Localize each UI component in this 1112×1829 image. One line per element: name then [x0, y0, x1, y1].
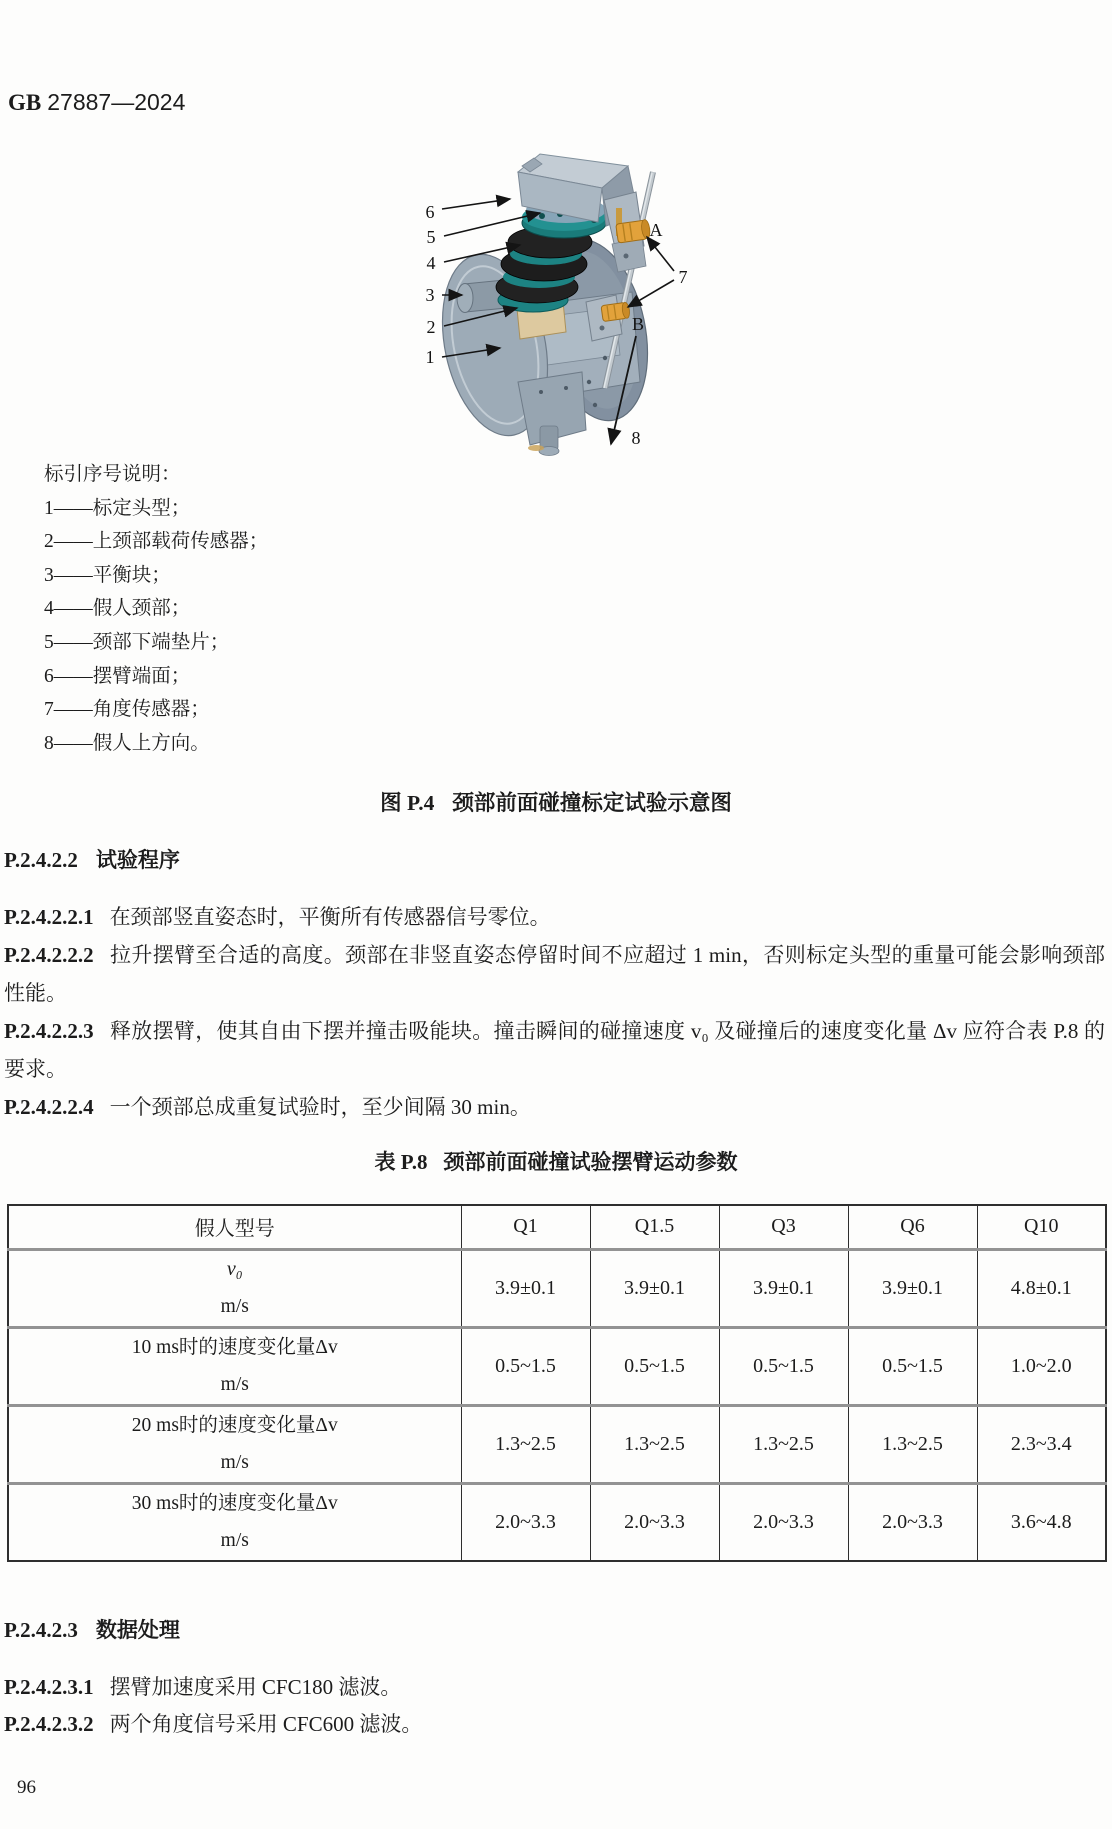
table-cell: 2.0~3.3: [461, 1483, 590, 1561]
section-number: P.2.4.2.2: [4, 848, 78, 872]
table-row: [8, 1405, 1106, 1483]
row-label: 20 ms时的速度变化量Δv: [131, 1415, 338, 1436]
row-unit: m/s: [220, 1296, 249, 1317]
diagram-label-1: 1: [425, 347, 435, 367]
standard-code-prefix: GB: [8, 90, 42, 115]
table-cell: 1.3~2.5: [719, 1405, 848, 1483]
table-header-row: [8, 1205, 1106, 1249]
section-number: P.2.4.2.3: [4, 1618, 78, 1642]
clause-number: P.2.4.2.3.1: [4, 1675, 94, 1699]
page-number: 96: [17, 1777, 36, 1798]
legend-item: 8——假人上方向。: [44, 732, 210, 754]
row-label-cell: [8, 1483, 461, 1561]
figure-number: 图 P.4: [380, 791, 435, 815]
row-label-cell: [8, 1327, 461, 1405]
row-unit: m/s: [220, 1374, 249, 1395]
table-cell: 1.3~2.5: [590, 1405, 719, 1483]
table-title-text: 颈部前面碰撞试验摆臂运动参数: [443, 1150, 738, 1174]
legend-item: 4——假人颈部；: [44, 598, 191, 620]
table-cell: 2.0~3.3: [590, 1483, 719, 1561]
row-label: 10 ms时的速度变化量Δv: [131, 1337, 338, 1358]
clause-number: P.2.4.2.2.3: [4, 1019, 94, 1043]
table-cell: 0.5~1.5: [719, 1327, 848, 1405]
col-header-dummy-type: 假人型号: [8, 1205, 461, 1249]
standard-code-header: [8, 87, 185, 118]
row-unit: m/s: [220, 1530, 249, 1552]
clause-text: 拉升摆臂至合适的高度。颈部在非竖直姿态停留时间不应超过 1 min，否则标定头型的重量可能会影响颈部性能。: [4, 943, 1105, 1005]
figure-caption: [0, 789, 1112, 817]
legend-item: 1——标定头型；: [44, 497, 191, 519]
section-title: 试验程序: [95, 848, 180, 872]
table-cell: 2.0~3.3: [848, 1483, 977, 1561]
diagram-label-8: 8: [631, 428, 641, 448]
legend-title: 标引序号说明：: [44, 464, 181, 485]
headform-lower-block: [518, 372, 586, 456]
clause-number: P.2.4.2.2.4: [4, 1095, 94, 1119]
figure-title: 颈部前面碰撞标定试验示意图: [452, 791, 732, 815]
table-cell: 1.3~2.5: [848, 1405, 977, 1483]
row-unit: m/s: [220, 1452, 249, 1473]
neck-calibration-diagram: [390, 130, 710, 460]
col-header-q15: Q1.5: [590, 1205, 719, 1249]
row-label: 30 ms时的速度变化量Δv: [131, 1493, 338, 1515]
clause-number: P.2.4.2.2.1: [4, 905, 94, 929]
paragraph: [4, 898, 1105, 936]
diagram-label-6: 6: [425, 202, 435, 222]
row-label-cell: [8, 1405, 461, 1483]
table-cell: 3.9±0.1: [590, 1249, 719, 1327]
table-p8: [7, 1204, 1107, 1562]
clause-text: 一个颈部总成重复试验时，至少间隔 30 min。: [109, 1095, 531, 1119]
legend-item: 5——颈部下端垫片；: [44, 631, 230, 653]
col-header-q1: Q1: [461, 1205, 590, 1249]
col-header-q6: Q6: [848, 1205, 977, 1249]
diagram-label-A: A: [649, 220, 663, 240]
diagram-label-4: 4: [426, 253, 436, 273]
table-number: 表 P.8: [374, 1150, 428, 1174]
table-cell: 1.0~2.0: [977, 1327, 1106, 1405]
table-cell: 3.6~4.8: [977, 1483, 1106, 1561]
legend-item: 2——上颈部载荷传感器；: [44, 531, 269, 553]
table-row: [8, 1249, 1106, 1327]
clause-text: 释放摆臂，使其自由下摆并撞击吸能块。撞击瞬间的碰撞速度 v₀ 及碰撞后的速度变化量 Δv 应符合表 P.8 的要求。: [4, 1019, 1105, 1081]
table-cell: 0.5~1.5: [590, 1327, 719, 1405]
figure-legend: [44, 458, 744, 760]
table-cell: 3.9±0.1: [461, 1249, 590, 1327]
diagram-label-7: 7: [678, 267, 688, 287]
legend-item: 6——摆臂端面；: [44, 665, 191, 687]
table-cell: 2.3~3.4: [977, 1405, 1106, 1483]
clause-text: 两个角度信号采用 CFC600 滤波。: [109, 1712, 423, 1736]
diagram-label-3: 3: [425, 285, 435, 305]
col-header-q3: Q3: [719, 1205, 848, 1249]
paragraph: [4, 936, 1105, 1012]
row-label: v₀: [226, 1258, 243, 1280]
paragraph: [4, 1705, 1105, 1743]
standard-code-number: 27887—2024: [47, 89, 186, 115]
paragraph: [4, 1088, 1105, 1126]
table-cell: 0.5~1.5: [461, 1327, 590, 1405]
table-cell: 4.8±0.1: [977, 1249, 1106, 1327]
paragraph: [4, 1012, 1105, 1088]
table-cell: 3.9±0.1: [848, 1249, 977, 1327]
paragraph: [4, 1668, 1105, 1706]
clause-text: 摆臂加速度采用 CFC180 滤波。: [109, 1675, 402, 1699]
diagram-label-B: B: [631, 314, 645, 334]
table-cell: 2.0~3.3: [719, 1483, 848, 1561]
table-row: [8, 1327, 1106, 1405]
section-title: 数据处理: [95, 1618, 180, 1642]
table-row: [8, 1483, 1106, 1561]
row-label-cell: [8, 1249, 461, 1327]
col-header-q10: Q10: [977, 1205, 1106, 1249]
table-cell: 1.3~2.5: [461, 1405, 590, 1483]
legend-item: 7——角度传感器；: [44, 699, 210, 721]
clause-text: 在颈部竖直姿态时，平衡所有传感器信号零位。: [109, 905, 551, 929]
section-heading-data-processing: [4, 1616, 1104, 1644]
diagram-label-2: 2: [426, 317, 436, 337]
clause-number: P.2.4.2.3.2: [4, 1712, 94, 1736]
table-cell: 3.9±0.1: [719, 1249, 848, 1327]
section-heading-procedure: [4, 846, 1104, 874]
table-title: [0, 1148, 1112, 1176]
diagram-label-5: 5: [426, 227, 436, 247]
table-cell: 0.5~1.5: [848, 1327, 977, 1405]
clause-number: P.2.4.2.2.2: [4, 943, 94, 967]
legend-item: 3——平衡块；: [44, 564, 171, 586]
